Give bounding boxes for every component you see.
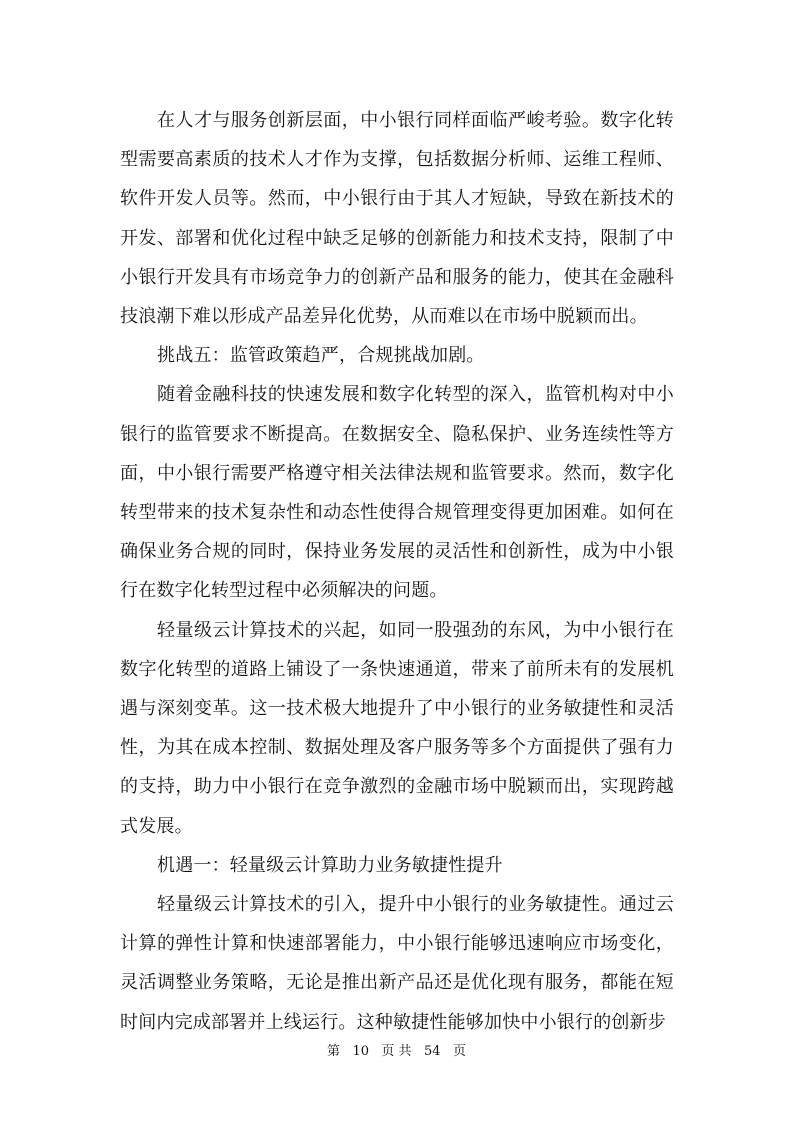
paragraph-agility: 轻量级云计算技术的引入，提升中小银行的业务敏捷性。通过云计算的弹性计算和快速部署能力，中小银行能够迅速响应市场变化，灵活调整业务策略，无论是推出新产品还是优化现有服务，都能在短时间内完成部署并上线运行。这种敏捷性能够加快中小银行的创新步	[120, 894, 674, 1033]
page-footer	[0, 1043, 793, 1061]
footer-suffix: 页	[452, 1044, 466, 1059]
footer-middle: 页 共	[381, 1044, 412, 1059]
paragraph-talent-innovation: 在人才与服务创新层面，中小银行同样面临严峻考验。数字化转型需要高素质的技术人才作为支撑，包括数据分析师、运维工程师、软件开发人员等。然而，中小银行由于其人才短缺，导致在新技术的开发、部署和优化过程中缺乏足够的创新能力和技术支持，限制了中小银行开发具有市场竞争力的创新产品和服务的能力，使其在金融科技浪潮下难以形成产品差异化优势，从而难以在市场中脱颖而出。	[120, 110, 674, 328]
paragraph-cloud-opportunity: 轻量级云计算技术的兴起，如同一股强劲的东风，为中小银行在数字化转型的道路上铺设了一条快速通道，带来了前所未有的发展机遇与深刻变革。这一技术极大地提升了中小银行的业务敏捷性和灵活性，为其在成本控制、数据处理及客户服务等多个方面提供了强有力的支持，助力中小银行在竞争激烈的金融市场中脱颖而出，实现跨越式发展。	[120, 619, 674, 837]
footer-prefix: 第	[327, 1044, 341, 1059]
paragraph-regulation: 随着金融科技的快速发展和数字化转型的深入，监管机构对中小银行的监管要求不断提高。在数据安全、隐私保护、业务连续性等方面，中小银行需要严格遵守相关法律法规和监管要求。然而，数字化转型带来的技术复杂性和动态性使得合规管理变得更加困难。如何在确保业务合规的同时，保持业务发展的灵活性和创新性，成为中小银行在数字化转型过程中必须解决的问题。	[120, 384, 674, 602]
page-body	[120, 101, 674, 1042]
paragraph-challenge-five-heading: 挑战五：监管政策趋严，合规挑战加剧。	[157, 345, 485, 367]
footer-total-pages: 54	[423, 1044, 441, 1059]
paragraph-opportunity-one-heading: 机遇一：轻量级云计算助力业务敏捷性提升	[157, 854, 503, 876]
footer-page-number: 10	[352, 1044, 369, 1059]
